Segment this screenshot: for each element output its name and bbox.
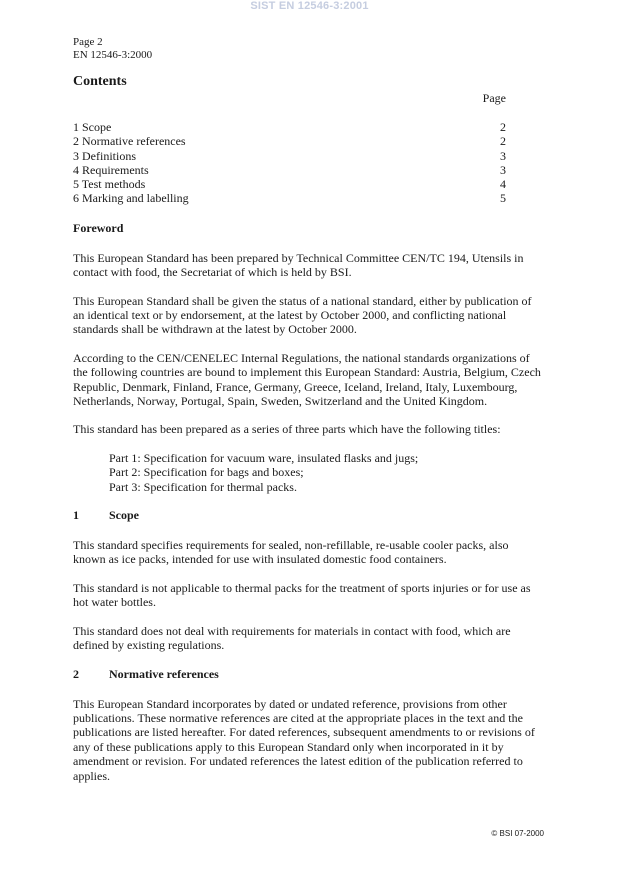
normative-paragraph: This European Standard incorporates by dated or undated reference, provisions from other publications. These normative references are cited at the appropriate places in the text and the publications are listed hereafter. For dated references, subsequent amendments to or revisions of any of these publications apply to this European Standard only when incorporated in it by amendment or revision. For undated references the latest edition of the publication referred to applies. [73, 696, 535, 783]
toc-row [73, 163, 543, 177]
scope-paragraph: This standard does not deal with requirements for materials in contact with food, which are defined by existing regulations. [73, 623, 511, 653]
toc-page: 3 [500, 148, 506, 163]
toc-label: 4 Requirements [73, 162, 149, 177]
toc-row [73, 191, 543, 205]
contents-page-column-heading: Page [482, 91, 506, 105]
list-item: Part 3: Specification for thermal packs. [109, 479, 297, 494]
foreword-paragraph: This European Standard has been prepared by Technical Committee CEN/TC 194, Utensils in contact with food, the Secretariat of which is held by BSI. [73, 250, 524, 280]
toc-page: 3 [500, 162, 506, 177]
toc-page: 2 [500, 134, 506, 149]
normative-references-heading [73, 667, 543, 682]
section-number: 1 [73, 508, 79, 523]
section-title: Scope [109, 508, 139, 523]
toc-row [73, 120, 543, 134]
contents-title: Contents [73, 74, 127, 89]
toc-label: 6 Marking and labelling [73, 191, 189, 206]
document-id: EN 12546-3:2000 [73, 49, 153, 61]
copyright-footer: © BSI 07-2000 [491, 829, 544, 838]
toc-label: 3 Definitions [73, 148, 136, 163]
toc-row [73, 149, 543, 163]
toc-page: 2 [500, 120, 506, 134]
parts-list [73, 451, 543, 494]
toc-label: 1 Scope [73, 120, 112, 134]
section-title: Normative references [109, 666, 219, 681]
scope-paragraph: This standard is not applicable to thermal packs for the treatment of sports injuries or for use as hot water bottles. [73, 580, 531, 610]
list-item: Part 2: Specification for bags and boxes; [109, 465, 304, 480]
table-of-contents [73, 120, 543, 206]
scope-heading [73, 508, 543, 523]
foreword-heading: Foreword [73, 220, 124, 235]
foreword-paragraph: This standard has been prepared as a series of three parts which have the following titles: [73, 422, 501, 437]
section-number: 2 [73, 666, 79, 681]
toc-page: 5 [500, 191, 506, 206]
scope-paragraph: This standard specifies requirements for sealed, non-refillable, re-usable cooler packs, also known as ice packs, intended for use with insulated domestic food containers. [73, 538, 509, 567]
foreword-paragraph: According to the CEN/CENELEC Internal Regulations, the national standards organizations of the following countries are bound to implement this European Standard: Austria, Belgium, Czech Republic, Denmark, Finland, France, Germany, Greece, Iceland, Ireland, Italy, Luxembourg, Netherlands, Norway, Portugal, Spain, Sweden, Switzerland and the United Kingdom. [73, 350, 541, 409]
page-number: Page 2 [73, 36, 103, 48]
watermark: SIST EN 12546-3:2001 [250, 0, 369, 12]
foreword-paragraph: This European Standard shall be given the status of a national standard, either by publication of an identical text or by endorsement, at the latest by October 2000, and conflicting national standards shall be withdrawn at the latest by October 2000. [73, 293, 532, 337]
toc-row [73, 177, 543, 191]
toc-page: 4 [500, 177, 506, 192]
list-item: Part 1: Specification for vacuum ware, insulated flasks and jugs; [109, 450, 419, 465]
toc-label: 2 Normative references [73, 134, 186, 149]
toc-label: 5 Test methods [73, 177, 146, 192]
toc-row [73, 134, 543, 148]
document-page [73, 36, 543, 783]
